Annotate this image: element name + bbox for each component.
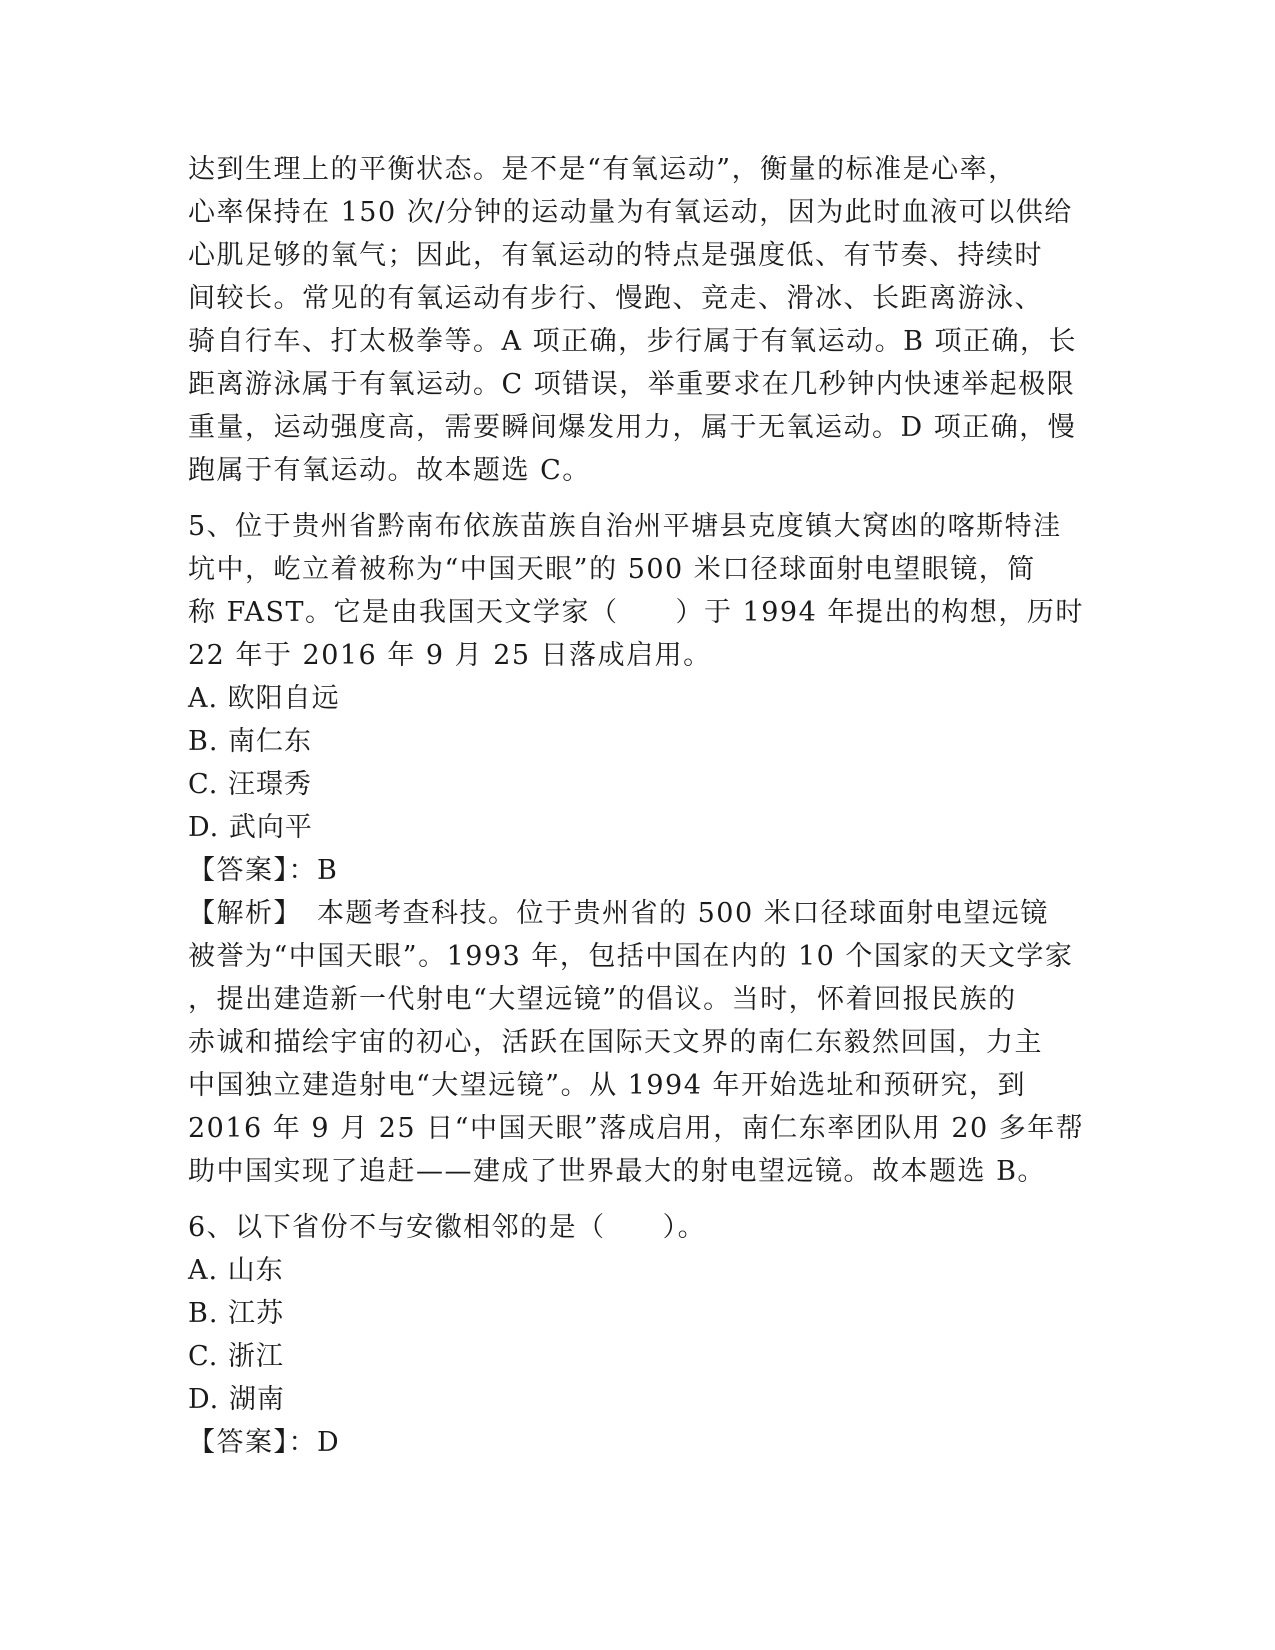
paragraph-gap	[188, 1193, 1088, 1206]
answer-line: 【答案】：D	[188, 1427, 341, 1458]
text-line: 距离游泳属于有氧运动。C 项错误，举重要求在几秒钟内快速举起极限	[188, 369, 1076, 400]
analysis-line: ，提出建造新一代射电“大望远镜”的倡议。当时，怀着回报民族的	[188, 984, 1017, 1015]
document-page	[188, 148, 1088, 1464]
option-d: D. 湖南	[188, 1384, 285, 1415]
text-line: 达到生理上的平衡状态。是不是“有氧运动”，衡量的标准是心率，	[188, 154, 1017, 185]
question-stem-line: 5、位于贵州省黔南布依族苗族自治州平塘县克度镇大窝凼的喀斯特洼	[188, 511, 1062, 542]
option-d: D. 武向平	[188, 812, 313, 843]
paragraph-gap	[188, 492, 1088, 505]
option-c: C. 汪璟秀	[188, 769, 312, 800]
analysis-line: 2016 年 9 月 25 日“中国天眼”落成启用，南仁东率团队用 20 多年帮	[188, 1113, 1085, 1144]
question-6	[188, 1206, 1088, 1464]
option-a: A. 山东	[188, 1255, 284, 1286]
question-stem-line: 坑中，屹立着被称为“中国天眼”的 500 米口径球面射电望眼镜，简	[188, 554, 1036, 585]
analysis-line: 被誉为“中国天眼”。1993 年，包括中国在内的 10 个国家的天文学家	[188, 941, 1074, 972]
text-line: 心肌足够的氧气；因此，有氧运动的特点是强度低、有节奏、持续时	[188, 240, 1043, 271]
previous-analysis-continuation	[188, 148, 1088, 492]
text-line: 间较长。常见的有氧运动有步行、慢跑、竞走、滑冰、长距离游泳、	[188, 283, 1043, 314]
text-line: 心率保持在 150 次/分钟的运动量为有氧运动，因为此时血液可以供给	[188, 197, 1073, 228]
option-c: C. 浙江	[188, 1341, 284, 1372]
option-a: A. 欧阳自远	[188, 683, 340, 714]
question-5	[188, 505, 1088, 1193]
option-b: B. 江苏	[188, 1298, 285, 1329]
option-b: B. 南仁东	[188, 726, 313, 757]
analysis-line: 助中国实现了追赶——建成了世界最大的射电望远镜。故本题选 B。	[188, 1156, 1046, 1187]
analysis-line: 【解析】 本题考查科技。位于贵州省的 500 米口径球面射电望远镜	[188, 898, 1049, 929]
analysis-line: 赤诚和描绘宇宙的初心，活跃在国际天文界的南仁东毅然回国，力主	[188, 1027, 1043, 1058]
question-stem-line: 22 年于 2016 年 9 月 25 日落成启用。	[188, 640, 712, 671]
question-stem-line: 6、以下省份不与安徽相邻的是（ ）。	[188, 1212, 707, 1243]
text-line: 重量，运动强度高，需要瞬间爆发用力，属于无氧运动。D 项正确，慢	[188, 412, 1077, 443]
text-line: 骑自行车、打太极拳等。A 项正确，步行属于有氧运动。B 项正确，长	[188, 326, 1078, 357]
question-stem-line: 称 FAST。它是由我国天文学家（ ）于 1994 年提出的构想，历时	[188, 597, 1084, 628]
answer-line: 【答案】：B	[188, 855, 339, 886]
text-line: 跑属于有氧运动。故本题选 C。	[188, 455, 591, 486]
analysis-line: 中国独立建造射电“大望远镜”。从 1994 年开始选址和预研究，到	[188, 1070, 1026, 1101]
